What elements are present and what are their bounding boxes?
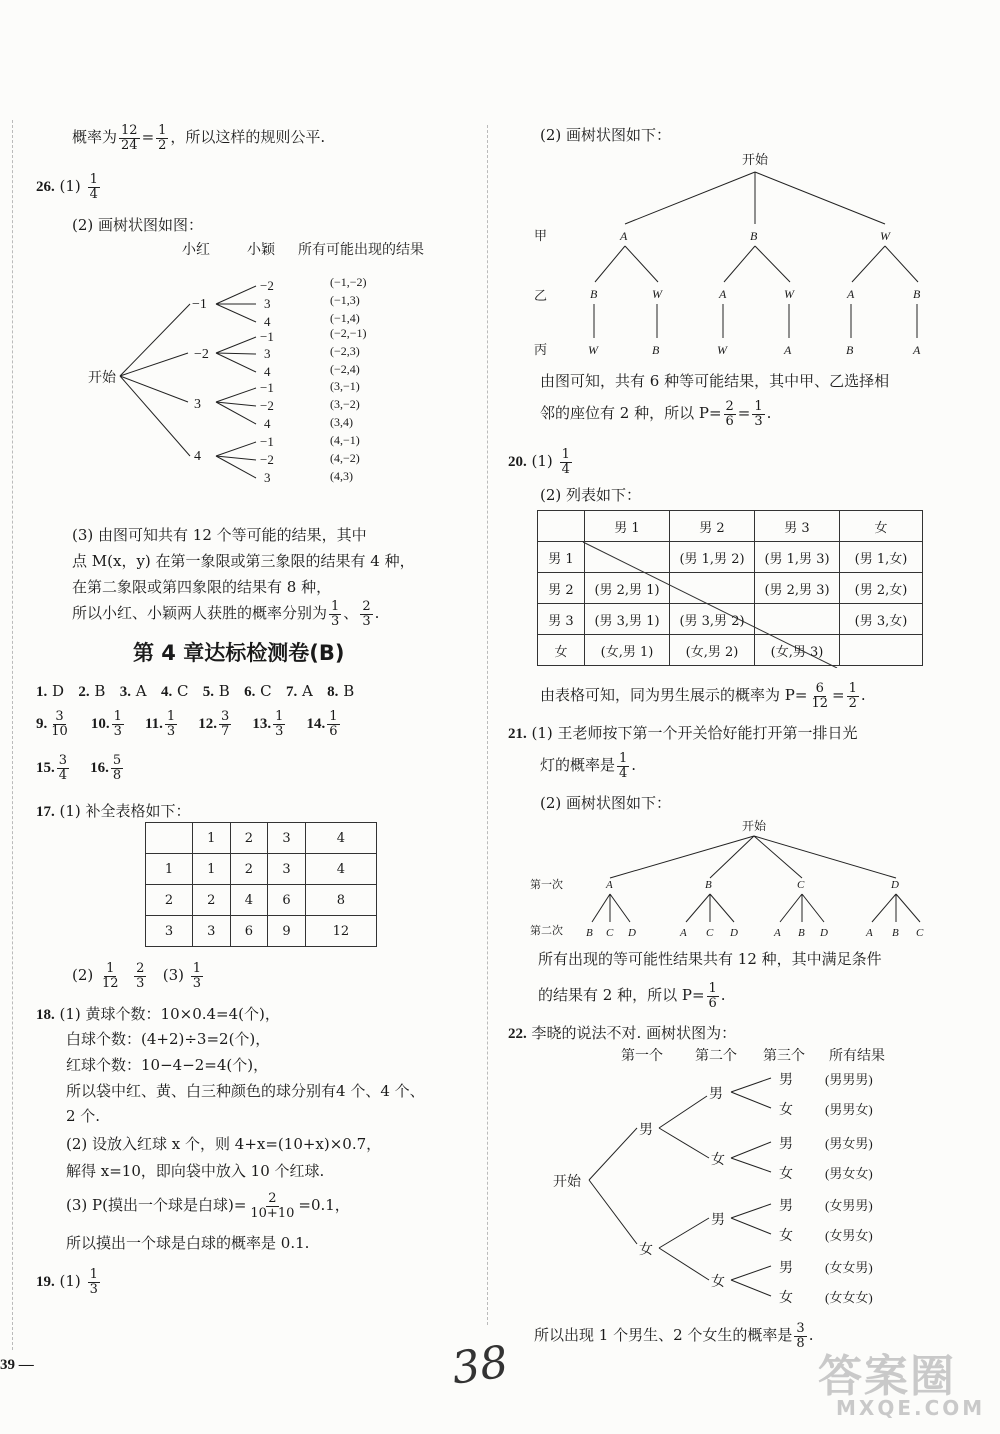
table-cell: 1 (193, 854, 231, 885)
fill-answers-row1: 9. $\frac{3}{10}$ 10. $\frac{1}{3}$ 11. $\frac{1}{3}$ 12. $\frac{3}{7}$ 13. $\frac{1}{3}$ 14. $\frac{1}{6}$ (36, 709, 338, 739)
tree-result: (4,3) (330, 469, 353, 483)
tree-level2-node: A (847, 287, 855, 301)
tree-leaf: C (606, 927, 614, 939)
table-cell: (女,男 2) (670, 635, 755, 666)
table-cell: 男 2 (670, 511, 755, 542)
page-number: 39 — (0, 1357, 34, 1373)
fill-answers-row2: 15. $\frac{3}{4}$ 16. $\frac{5}{8}$ (36, 753, 122, 783)
q20-conclusion: 由表格可知，同为男生展示的概率为 P= $\frac{6}{12}$ = $\frac{1}{2}$ . (540, 681, 866, 711)
tree-level1-node: 3 (194, 397, 201, 412)
tree-leaf: −1 (260, 380, 274, 395)
tree-result: (4,−1) (330, 433, 360, 447)
tree-leaf: 3 (264, 296, 271, 311)
tree-result: (−2,3) (330, 344, 360, 358)
tree-leaf: −2 (260, 278, 274, 293)
table-cell: 男 1 (538, 542, 585, 573)
table-cell (670, 573, 755, 604)
tree-col2: 第二个 (695, 1049, 737, 1064)
tree-level1-node: −1 (192, 297, 207, 312)
tree-leaf: A (774, 927, 781, 939)
tree-leaf: A (866, 927, 873, 939)
tree-leaf: A (680, 927, 687, 939)
q19-part1: 19. (1) $\frac{1}{3}$ (36, 1267, 98, 1297)
tree-level2-node: B (913, 287, 921, 301)
table-cell: (男 1,男 3) (755, 542, 840, 573)
q18-line6: (2) 设放入红球 x 个，则 4+x=(10+x)×0.7， (66, 1135, 382, 1153)
section-title: 第 4 章达标检测卷(B) (133, 641, 345, 665)
table-cell: (男 2,男 1) (585, 573, 670, 604)
q17-part1: 17. (1) 补全表格如下： (36, 802, 191, 820)
q19-concl-line1: 由图可知，共有 6 种等可能结果，其中甲、乙选择相 (540, 372, 890, 390)
watermark-url: MXQE.COM (836, 1396, 986, 1420)
table-cell: (男 2,女) (840, 573, 923, 604)
tree-result: (−1,4) (330, 311, 360, 325)
table-cell: 女 (538, 635, 585, 666)
table-cell: 3 (146, 916, 193, 947)
tree-leaf: 女 (779, 1291, 793, 1306)
tree-leaf: B (892, 927, 899, 939)
table-cell: (男 1,男 2) (670, 542, 755, 573)
tree-result: (−1,−2) (330, 275, 367, 289)
tree-result: (−2,4) (330, 362, 360, 376)
handwritten-page-number: 38 (448, 1336, 512, 1395)
table-cell: 6 (230, 916, 268, 947)
tree-level2-node: 女 (711, 1275, 725, 1290)
tree-leaf: 4 (264, 314, 271, 329)
tree-leaf: 男 (779, 1073, 793, 1088)
q21-concl-line1: 所有出现的等可能性结果共有 12 种，其中满足条件 (538, 950, 882, 968)
tree-col3: 第三个 (763, 1049, 805, 1064)
q26-part2: (2) 画树状图如图： (72, 216, 204, 234)
table-cell: 女 (840, 511, 923, 542)
tree-leaf: D (730, 927, 738, 939)
tree-level1-node: B (705, 879, 712, 891)
tree-result: (3,4) (330, 415, 353, 429)
table-cell: 2 (193, 885, 231, 916)
tree-leaf: B (586, 927, 593, 939)
tree-leaf: −1 (260, 434, 274, 449)
tree-diagram-q19 (530, 148, 950, 362)
tree-col2: 小颖 (247, 243, 275, 258)
table-cell: (女,男 1) (585, 635, 670, 666)
tree-leaf: 男 (779, 1199, 793, 1214)
q26-part3-line1: (3) 由图可知共有 12 个等可能的结果，其中 (72, 526, 367, 544)
q26-part3-line3: 在第二象限或第四象限的结果有 8 种， (72, 578, 332, 596)
q26-part3-line2: 点 M(x，y) 在第一象限或第三象限的结果有 4 种， (72, 552, 415, 570)
tree-root: 开始 (553, 1175, 581, 1190)
tree-level1-node: W (880, 229, 890, 243)
tree-result: (女男男) (825, 1198, 873, 1213)
question-number: 26. (36, 179, 55, 196)
tree-level3-node: A (913, 343, 921, 357)
table-cell: 男 1 (585, 511, 670, 542)
tree-level1-node: A (606, 879, 613, 891)
q18-line8: (3) P(摸出一个球是白球)= $\frac{2}{10+10}$ =0.1， (66, 1191, 350, 1221)
tree-leaf: 3 (264, 470, 271, 485)
q18-line9: 所以摸出一个球是白球的概率是 0.1. (66, 1234, 310, 1252)
tree-level2-node: B (590, 287, 598, 301)
table-cell: 1 (193, 823, 231, 854)
q21-concl-line2: 的结果有 2 种，所以 P= $\frac{1}{6}$ . (538, 981, 726, 1011)
tree-leaf: D (628, 927, 636, 939)
tree-level3-node: B (846, 343, 854, 357)
table-cell: 2 (230, 823, 268, 854)
table-cell (840, 635, 923, 666)
tree-level3-node: W (717, 343, 727, 357)
table-cell: 1 (146, 854, 193, 885)
tree-level1-node: 女 (639, 1243, 653, 1258)
tree-result: (3,−2) (330, 397, 360, 411)
tree-level1-node: 男 (639, 1123, 653, 1138)
mc-answers: 1. D 2. B 3. A 4. C 5. B 6. C 7. A 8. B (36, 682, 355, 700)
tree-leaf: −1 (260, 329, 274, 344)
tree-leaf: 3 (264, 346, 271, 361)
q18-line4: 所以袋中红、黄、白三种颜色的球分别有4 个、4 个、 (66, 1082, 425, 1100)
table-cell: (男 3,男 2) (670, 604, 755, 635)
table-cell: 8 (305, 885, 376, 916)
table-cell: 2 (146, 885, 193, 916)
q20-part1: 20. (1) $\frac{1}{4}$ (508, 447, 570, 477)
table-cell: 男 3 (755, 511, 840, 542)
tree-leaf: 4 (264, 364, 271, 379)
tree-leaf: 女 (779, 1167, 793, 1182)
tree-level2-node: W (652, 287, 662, 301)
tree-level3-node: A (784, 343, 792, 357)
tree-level1-node: C (797, 879, 805, 891)
tree-result: (女女女) (825, 1290, 873, 1305)
tree-col1: 第一个 (621, 1049, 663, 1064)
left-margin-line (12, 120, 13, 1350)
tree-diagram-q22 (545, 1040, 925, 1312)
tree-result: (3,−1) (330, 379, 360, 393)
tree-result: (女男女) (825, 1228, 873, 1243)
tree-root: 开始 (742, 819, 767, 833)
q21-part2: (2) 画树状图如下： (540, 794, 672, 812)
tree-result: (−2,−1) (330, 326, 367, 340)
q17-part2-3: (2) $\frac{1}{12}$ $\frac{2}{3}$ (3) $\frac{1}{3}$ (72, 961, 202, 991)
tree-leaf: 男 (779, 1137, 793, 1152)
tree-col3: 所有可能出现的结果 (298, 243, 424, 258)
tree-level3-node: B (652, 343, 660, 357)
table-cell: (女,男 3) (755, 635, 840, 666)
table-cell: 4 (305, 823, 376, 854)
tree-result: (男男女) (825, 1102, 873, 1117)
table-cell: 男 2 (538, 573, 585, 604)
tree-result: (男男男) (825, 1072, 873, 1087)
tree-leaf: 女 (779, 1229, 793, 1244)
table-cell: 4 (230, 885, 268, 916)
tree-row-label: 甲 (534, 228, 548, 243)
tree-result: (男女男) (825, 1136, 873, 1151)
tree-leaf: 男 (779, 1261, 793, 1276)
q19-concl-line2: 邻的座位有 2 种，所以 P= $\frac{2}{6}$ = $\frac{1}{3}$ . (540, 399, 772, 429)
tree-leaf: B (798, 927, 805, 939)
table-cell (146, 823, 193, 854)
table-cell: 6 (268, 885, 306, 916)
tree-row-label: 丙 (534, 342, 548, 357)
tree-root: 开始 (88, 371, 116, 386)
tree-row-label: 第二次 (530, 925, 563, 937)
tree-row-label: 第一次 (530, 879, 563, 891)
q20-table (537, 510, 923, 666)
tree-level1-node: B (750, 229, 758, 243)
tree-level1-node: 4 (194, 449, 201, 464)
tree-leaf: 女 (779, 1103, 793, 1118)
q19-part2: (2) 画树状图如下： (540, 126, 672, 144)
tree-leaf: C (916, 927, 924, 939)
tree-level3-node: W (588, 343, 598, 357)
tree-leaf: C (706, 927, 714, 939)
q18-line3: 红球个数：10−4−2=4(个)， (66, 1056, 269, 1074)
table-cell: 9 (268, 916, 306, 947)
tree-result: (男女女) (825, 1166, 873, 1181)
table-cell: (男 1,女) (840, 542, 923, 573)
table-cell: 3 (268, 854, 306, 885)
q18-line1: 18. (1) 黄球个数：10×0.4=4(个)， (36, 1005, 280, 1023)
tree-level2-node: 女 (711, 1153, 725, 1168)
tree-level2-node: A (719, 287, 727, 301)
q18-line7: 解得 x=10，即向袋中放入 10 个红球. (66, 1162, 325, 1180)
table-cell (585, 542, 670, 573)
tree-leaf: 4 (264, 416, 271, 431)
tree-level1-node: −2 (194, 347, 209, 362)
tree-level2-node: 男 (709, 1087, 723, 1102)
q21-line1: 21. (1) 王老师按下第一个开关恰好能打开第一排日光 (508, 724, 858, 742)
table-cell: 男 3 (538, 604, 585, 635)
tree-row-label: 乙 (534, 288, 548, 303)
tree-level2-node: 男 (711, 1213, 725, 1228)
q22-conclusion: 所以出现 1 个男生、2 个女生的概率是 $\frac{3}{8}$ . (534, 1321, 814, 1351)
q20-part2: (2) 列表如下： (540, 486, 642, 504)
tree-col4: 所有结果 (829, 1049, 885, 1064)
tree-leaf: −2 (260, 452, 274, 467)
table-cell: (男 3,女) (840, 604, 923, 635)
table-cell: (男 3,男 1) (585, 604, 670, 635)
tree-result: (女女男) (825, 1260, 873, 1275)
q26-part3-line4: 所以小红、小颖两人获胜的概率分别为 $\frac{1}{3}$ 、 $\frac{2}{3}$ . (72, 599, 380, 629)
table-cell: 3 (268, 823, 306, 854)
table-cell: (男 2,男 3) (755, 573, 840, 604)
q18-line5: 2 个. (66, 1107, 101, 1125)
table-cell: 2 (230, 854, 268, 885)
tree-root: 开始 (742, 152, 769, 167)
tree-leaf: D (820, 927, 828, 939)
q18-line2: 白球个数：(4+2)÷3=2(个)， (66, 1030, 271, 1048)
column-divider (487, 125, 488, 1325)
tree-level2-node: W (784, 287, 794, 301)
tree-leaf: −2 (260, 398, 274, 413)
tree-result: (4,−2) (330, 451, 360, 465)
tree-diagram-q26 (80, 236, 470, 496)
table-cell: 3 (193, 916, 231, 947)
q20-table-wrap (537, 510, 923, 668)
tree-col1: 小红 (182, 243, 210, 258)
q17-table (145, 822, 377, 947)
q22-intro: 22. 李晓的说法不对. 画树状图为： (508, 1024, 737, 1042)
table-cell: 12 (305, 916, 376, 947)
table-cell (538, 511, 585, 542)
watermark-logo: 答案圈 (818, 1351, 956, 1402)
table-cell (755, 604, 840, 635)
tree-level1-node: A (620, 229, 628, 243)
q26-part1: 26. (1) $\frac{1}{4}$ (36, 172, 98, 202)
tree-diagram-q21 (530, 816, 940, 942)
table-cell: 4 (305, 854, 376, 885)
tree-result: (−1,3) (330, 293, 360, 307)
prev-answer-line: 概率为 $\frac{12}{24}$ = $\frac{1}{2}$ ，所以这样的规则公平. (72, 123, 326, 153)
q21-line2: 灯的概率是 $\frac{1}{4}$ . (540, 751, 637, 781)
tree-level1-node: D (891, 879, 899, 891)
